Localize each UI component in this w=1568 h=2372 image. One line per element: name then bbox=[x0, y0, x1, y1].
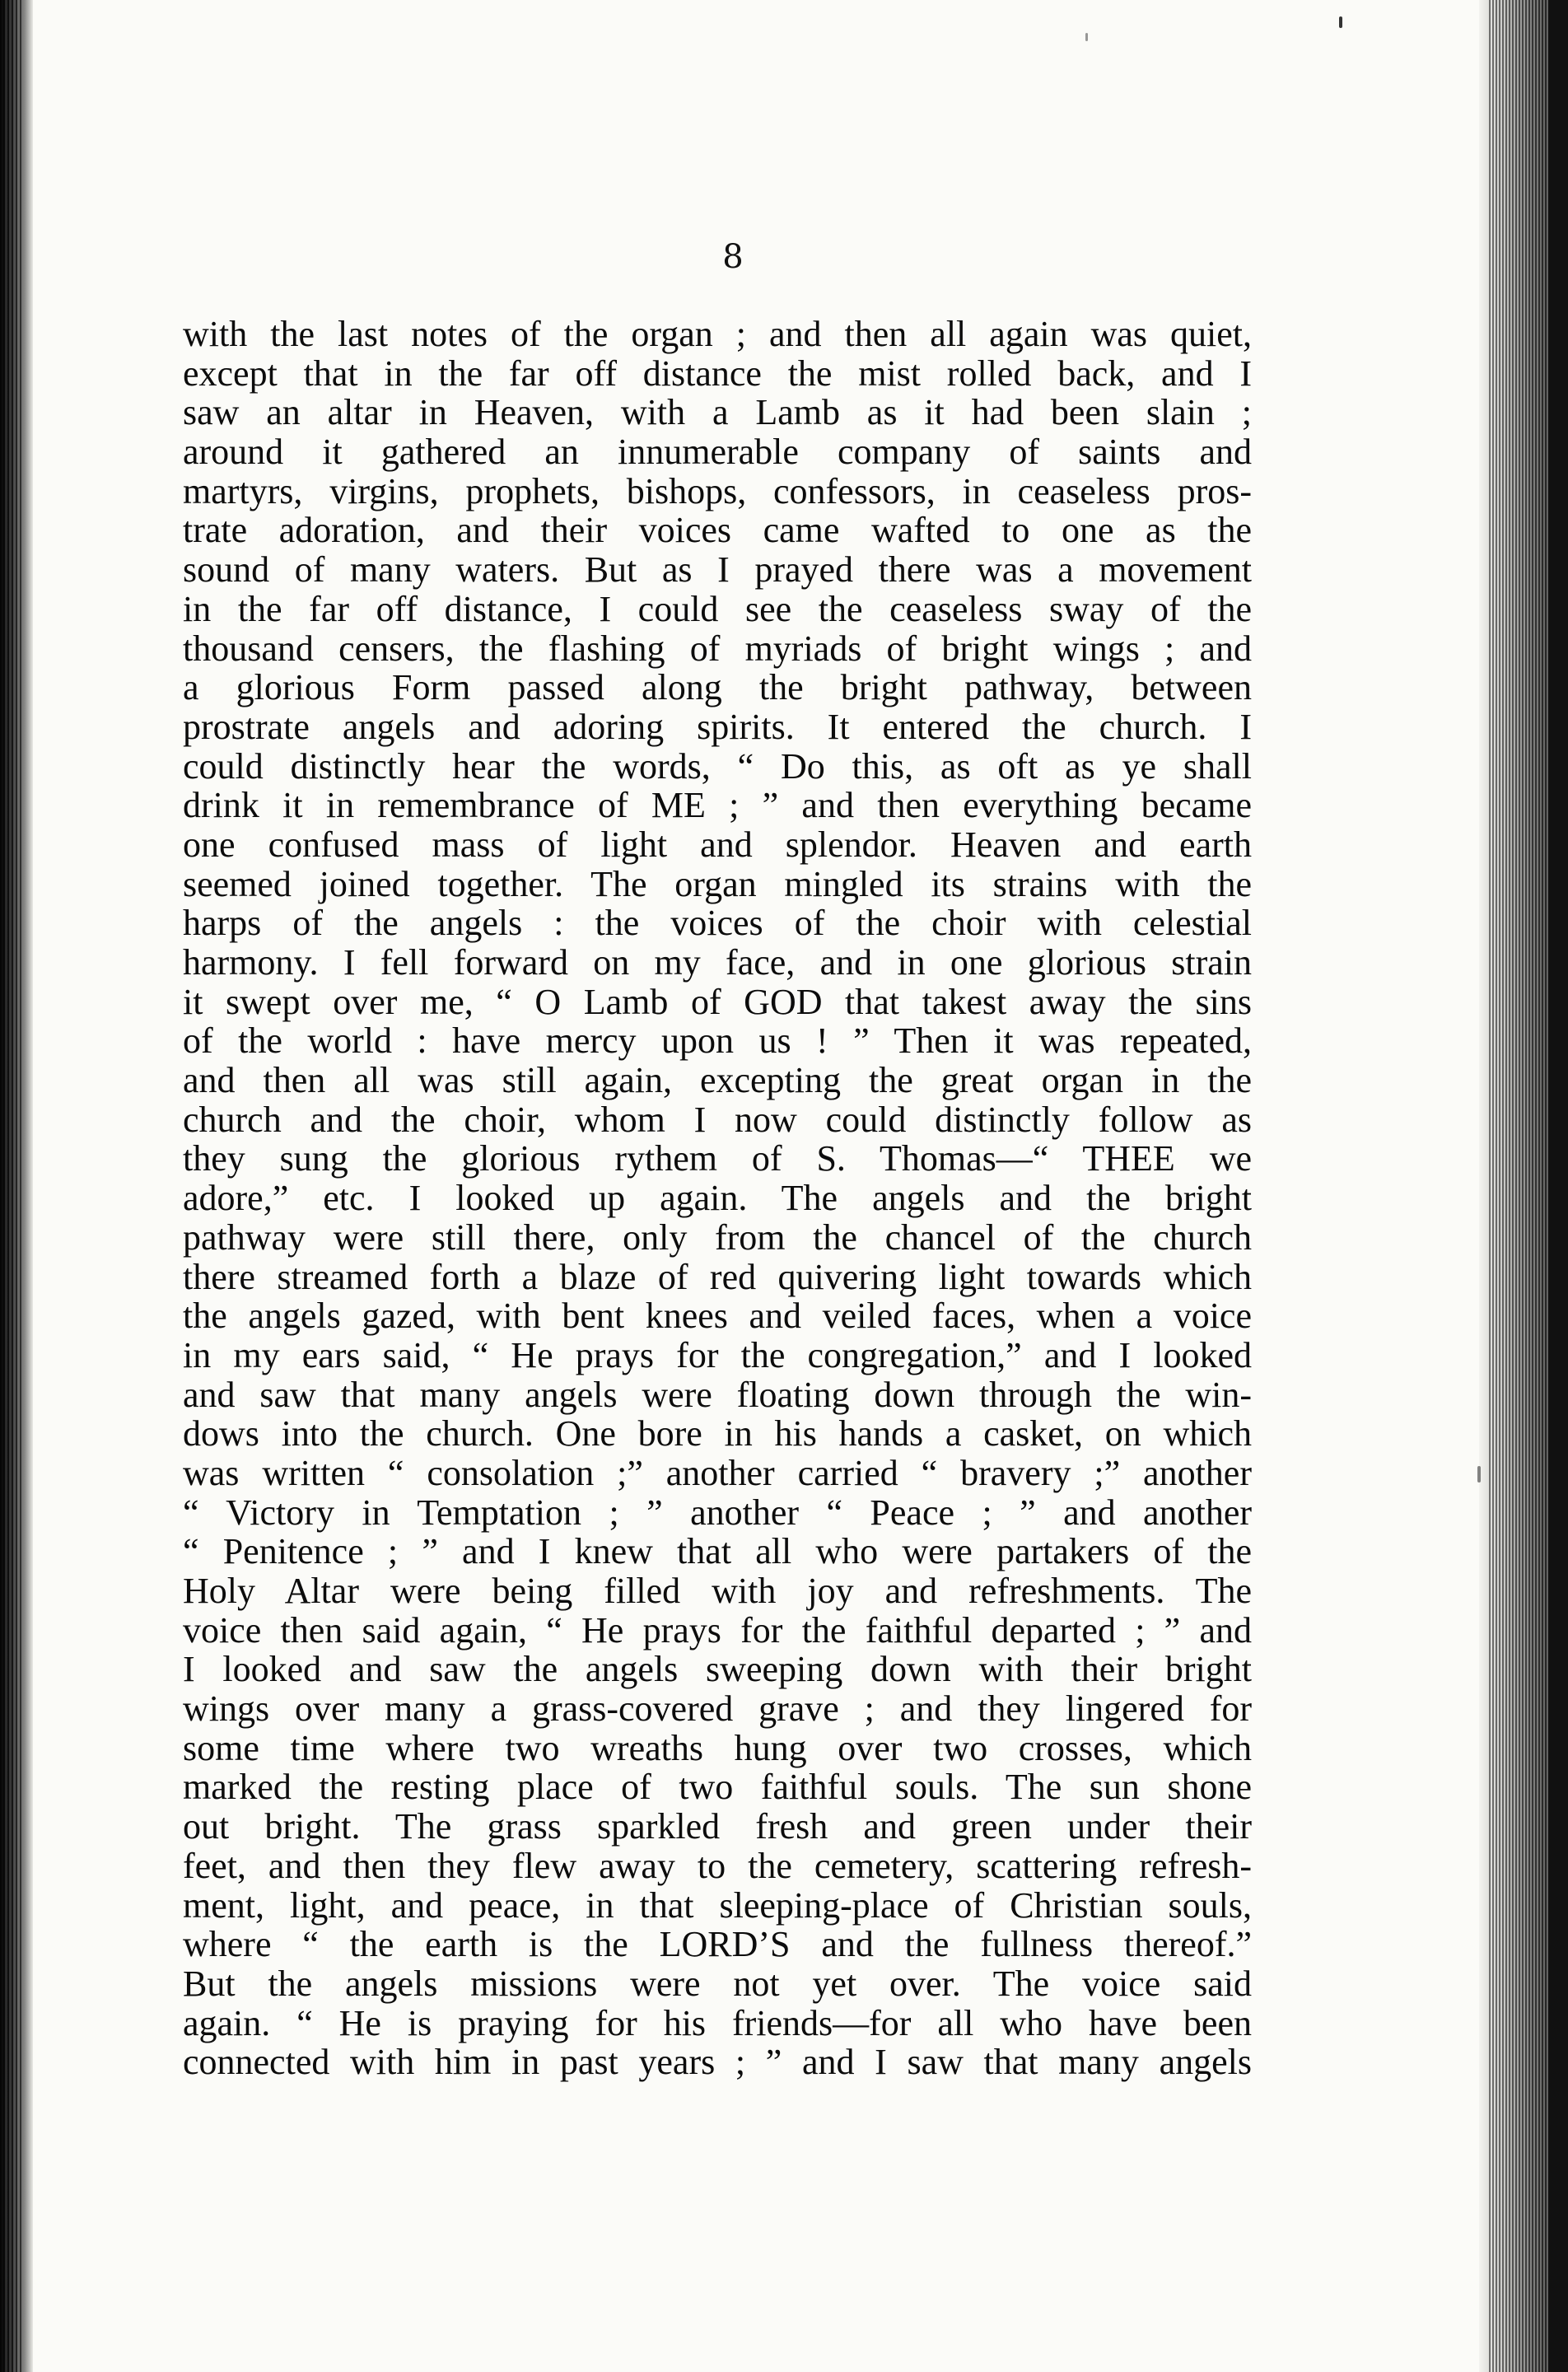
dust-speck bbox=[1477, 1466, 1481, 1482]
text-line: martyrs, virgins, prophets, bishops, confessors, in ceaseless pros- bbox=[183, 470, 1252, 511]
text-line: drink it in remembrance of ME ; ” and then everything became bbox=[183, 785, 1252, 826]
text-line: around it gathered an innumerable company of saints and bbox=[183, 432, 1252, 473]
text-line: with the last notes of the organ ; and then all again was quiet, bbox=[183, 314, 1252, 354]
text-line: wings over many a grass-covered grave ; and they lingered for bbox=[183, 1688, 1252, 1730]
text-line: in my ears said, “ He prays for the congregation,” and I looked bbox=[183, 1334, 1252, 1375]
text-line: thousand censers, the flashing of myriads of bright wings ; and bbox=[183, 628, 1252, 669]
right-scan-border bbox=[1548, 0, 1568, 2372]
text-line: again. “ He is praying for his friends—for all who have been bbox=[183, 2002, 1252, 2043]
text-line: in the far off distance, I could see the ceaseless sway of the bbox=[183, 588, 1252, 629]
text-line: it swept over me, “ O Lamb of GOD that takest away the sins bbox=[183, 981, 1252, 1022]
page-number: 8 bbox=[722, 238, 744, 276]
text-line: seemed joined together. The organ mingled its strains with the bbox=[183, 863, 1252, 904]
text-line: a glorious Form passed along the bright pathway, between bbox=[183, 667, 1252, 708]
text-line: dows into the church. One bore in his hands a casket, on which bbox=[183, 1413, 1252, 1454]
text-line: “ Penitence ; ” and I knew that all who were partakers of the bbox=[183, 1531, 1252, 1572]
text-line: and saw that many angels were floating down through the win- bbox=[183, 1374, 1252, 1415]
text-line: of the world : have mercy upon us ! ” Then it was repeated, bbox=[183, 1020, 1252, 1062]
text-line: and then all was still again, excepting the great organ in the bbox=[183, 1060, 1252, 1101]
text-line: I looked and saw the angels sweeping down with their bright bbox=[183, 1649, 1252, 1690]
text-line: marked the resting place of two faithful souls. The sun shone bbox=[183, 1767, 1252, 1808]
text-line: church and the choir, whom I now could distinctly follow as bbox=[183, 1099, 1252, 1140]
dust-speck bbox=[1085, 33, 1088, 41]
text-line: where “ the earth is the LORD’S and the fullness thereof.” bbox=[183, 1924, 1252, 1965]
text-line: some time where two wreaths hung over two crosses, which bbox=[183, 1727, 1252, 1768]
text-line: harmony. I fell forward on my face, and in one glorious strain bbox=[183, 942, 1252, 983]
text-line: sound of many waters. But as I prayed there was a movement bbox=[183, 549, 1252, 591]
text-line: was written “ consolation ;” another carried “ bravery ;” another bbox=[183, 1452, 1252, 1493]
text-line: saw an altar in Heaven, with a Lamb as it had been slain ; bbox=[183, 392, 1252, 433]
text-line: out bright. The grass sparkled fresh and green under their bbox=[183, 1806, 1252, 1847]
dust-speck bbox=[1339, 16, 1342, 28]
text-line: harps of the angels : the voices of the choir with celestial bbox=[183, 903, 1252, 944]
text-line: there streamed forth a blaze of red quivering light towards which bbox=[183, 1256, 1252, 1297]
text-line: “ Victory in Temptation ; ” another “ Peace ; ” and another bbox=[183, 1492, 1252, 1533]
text-line: feet, and then they flew away to the cemetery, scattering refresh- bbox=[183, 1845, 1252, 1886]
text-line: ment, light, and peace, in that sleeping-place of Christian souls, bbox=[183, 1884, 1252, 1926]
text-line: But the angels missions were not yet over. The voice said bbox=[183, 1963, 1252, 2004]
text-line: the angels gazed, with bent knees and veiled faces, when a voice bbox=[183, 1296, 1252, 1337]
text-line: could distinctly hear the words, “ Do this, as oft as ye shall bbox=[183, 745, 1252, 787]
left-page-edge-lines bbox=[3, 0, 21, 2372]
text-line: trate adoration, and their voices came wafted to one as the bbox=[183, 510, 1252, 551]
text-line: except that in the far off distance the mist rolled back, and I bbox=[183, 353, 1252, 394]
text-line: prostrate angels and adoring spirits. It entered the church. I bbox=[183, 706, 1252, 747]
text-line: connected with him in past years ; ” and I saw that many angels bbox=[183, 2042, 1252, 2083]
text-line: one confused mass of light and splendor. Heaven and earth bbox=[183, 824, 1252, 865]
text-line: adore,” etc. I looked up again. The angels and the bright bbox=[183, 1178, 1252, 1219]
text-line: voice then said again, “ He prays for the faithful departed ; ” and bbox=[183, 1609, 1252, 1651]
body-text bbox=[183, 315, 1252, 2082]
text-line: pathway were still there, only from the chancel of the church bbox=[183, 1216, 1252, 1258]
text-line: they sung the glorious rythem of S. Thomas—“ THEE we bbox=[183, 1138, 1252, 1179]
text-line: Holy Altar were being filled with joy and refreshments. The bbox=[183, 1571, 1252, 1611]
